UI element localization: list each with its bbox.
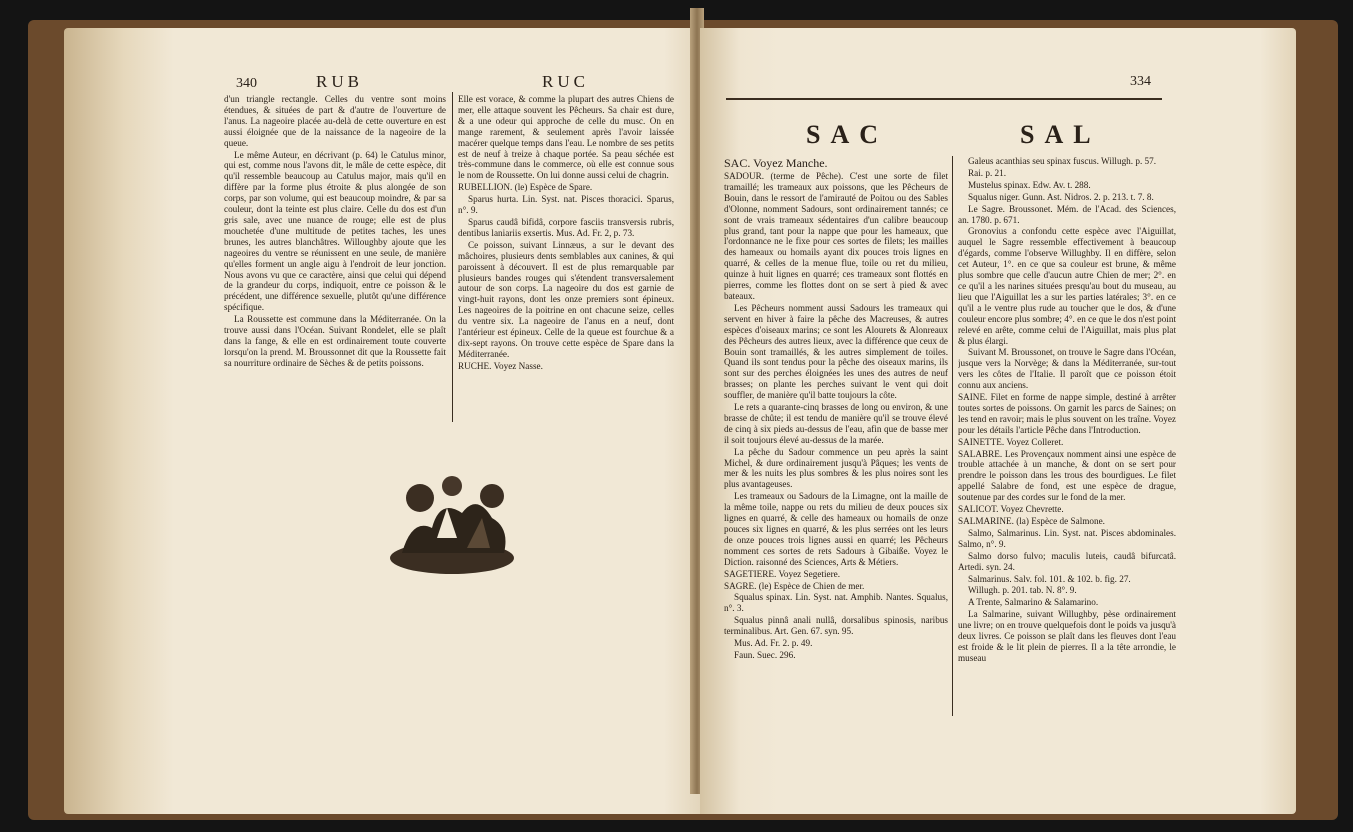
left-header-rub: RUB xyxy=(316,72,363,91)
paragraph: Mus. Ad. Fr. 2. p. 49. xyxy=(734,638,813,649)
paragraph: Les trameaux ou Sadours de la Limagne, ont la maille de la même toile, nappe ou rets du milieu de deux pouces six lignes en quarré, & celle des hameaux ou homails de onze pouces six lignes en quarré, & les plus serrées ont les leurs de onze pouces trois lignes aussi en quarré; les Pêcheurs nomment ces sortes de rets Sadours à Gibaiße. Voyez le Diction. raisonné des Sciences, Arts & Métiers. xyxy=(724,491,948,567)
paragraph: Suivant M. Broussonet, on trouve le Sagre dans l'Océan, jusque vers la Norvège; & dans la Méditerranée, sur-tout vers les côtes de l'Italie. Il paroît que ce poisson étoit connu aux anciens. xyxy=(958,347,1176,391)
paragraph: SADOUR. (terme de Pêche). C'est une sorte de filet tramaillé; les trameaux aux poissons, que les Pêcheurs de Bouin, dans le ressort de l'amirauté de Poitou ou des Sables d'Olonne, nomment Sadours, sont ordinairement tannés; ce sont de vrais trameaux sédentaires d'un calibre beaucoup plus grand, tant pour la nappe que pour les hameaux, que l'ordonnance ne le fixe pour ces sortes de filets; les mailles des hameaux ou homails ayant dix pouces trois lignes en quarré, & celles de la menue flue, toile ou ret du milieu, quinze à huit lignes en quarré; ces trameaux sont flottés en pierres, comme les flottes dont on se sert à pied & avec bateaux. xyxy=(724,171,948,301)
paragraph: La Roussette est commune dans la Méditerranée. On la trouve aussi dans l'Océan. Suivant Rondelet, elle se plaît dans la fange, & elle en est ordinairement toute couverte lorsqu'on la prend. M. Broussonnet dit que la Roussette fait sa nourriture ordinaire de Sèches & de petits poissons. xyxy=(224,314,446,368)
left-column-2 xyxy=(458,94,674,424)
decorative-vignette xyxy=(382,458,522,578)
right-column-1 xyxy=(724,156,948,736)
column-divider xyxy=(952,156,953,716)
paragraph: Ce poisson, suivant Linnæus, a sur le devant des mâchoires, plusieurs dents semblables aux canines, & qui paroissent à découvert. Il est de plus remarquable par plusieurs bandes rouges qui s'étendent transversalement autour de son corps. La nageoire du dos est garnie de vingt-huit rayons, dont les onze premiers sont épineux. Les nageoires de la poitrine en ont chacune seize, celles du ventre six. La nageoire de l'anus en a neuf, dont l'antérieur est épineux. Celle de la queue est fourchue & a dix-sept rayons. On trouve cette espèce de Spare dans la Méditerranée. xyxy=(458,239,674,359)
top-rule xyxy=(726,98,1162,100)
right-page xyxy=(700,28,1296,814)
entry-heading: SAINETTE. Voyez Colleret. xyxy=(958,436,1064,447)
entry-heading: SAGETIERE. Voyez Segetiere. xyxy=(724,568,841,579)
entry-heading: SALMARINE. (la) Espèce de Salmone. xyxy=(958,516,1105,526)
paragraph: Squalus pinnâ anali nullâ, dorsalibus spinosis, naribus terminalibus. Art. Gen. 67. syn. 95. xyxy=(724,615,948,637)
paragraph: Galeus acanthias seu spinax fuscus. Willugh. p. 57. xyxy=(968,156,1157,166)
paragraph: Le même Auteur, en décrivant (p. 64) le Catulus minor, qui est, comme nous l'avons dit, le mâle de cette espèce, dit qu'il ressemble beaucoup au Catulus major, mais qu'il en diffère par la forme plus étroite & plus alongée de son corps, par son volume, qui est beaucoup moindre, & par sa couleur, dont la teinte est plus claire. Celle du dos est d'un gris sale, avec une nuance de rouge; elle est de plus mouchetée d'une multitude de petites taches, les unes brunes, les autres blanchâtres. Willoughby ajoute que les nageoires du ventre se réunissent en une seule, de manière qu'elles forment un angle aigu à l'endroit de leur jonction. Nous avons vu que ce caractère, ainsi que celui qui dépend de la grandeur du corps, indiquoit, entre ce poisson & le précédent, une différence sexuelle, plutôt qu'une différence spécifique. xyxy=(224,149,446,313)
entry-heading: RUBELLION. (le) Espèce de Spare. xyxy=(458,182,593,193)
paragraph: Salmarinus. Salv. fol. 101. & 102. b. fig. 27. xyxy=(968,573,1131,584)
entry-heading: SALICOT. Voyez Chevrette. xyxy=(958,504,1064,515)
entry-heading: SAINE. Filet en forme de nappe simple, destiné à arrêter toutes sortes de poissons. On garnit les parcs de Saines; on les tend en ravoir; mais le plus souvent on les traîne. Voyez pour les détails l'article Pêche dans l'Introduction. xyxy=(958,392,1176,435)
entry-heading: SAC. Voyez Manche. xyxy=(724,156,828,170)
paragraph: La Salmarine, suivant Willughby, pèse ordinairement une livre; on en trouve quelquefois dont le poids va jusqu'à deux livres. Ce poisson se plaît dans les fleuves dont l'eau est froide & le lit plein de pierres. Il a la tête arrondie, le museau xyxy=(958,609,1176,663)
paragraph: d'un triangle rectangle. Celles du ventre sont moins étendues, & situées de part & d'autre de l'ouverture de l'anus. La nageoire placée au-delà de cette ouverture en est aussi éloignée que de la naissance de la nageoire de la queue. xyxy=(224,94,446,148)
paragraph: Les Pêcheurs nomment aussi Sadours les trameaux qui servent en hiver à faire la pêche des Macreuses, & autres espèces d'oiseaux marins; ce sont les Alourets & Alonreaux des Pêcheurs des autres lieux, avec la différence que ceux de Bouin sont tramaillés, & les autres simplement de toiles. Quand ils sont tendus pour la pêche des oiseaux marins, ils sont sur des perches éloignées les unes des autres de neuf brasses; on plante les perches suivant le vent qui doit souffler, de manière qu'il batte toujours la côte. xyxy=(724,302,948,401)
paragraph: A Trente, Salmarino & Salamarino. xyxy=(968,597,1099,608)
paragraph: Elle est vorace, & comme la plupart des autres Chiens de mer, elle attaque souvent les Pêcheurs. Sa chair est dure, & a une odeur qui approche de celle du musc. On en mange rarement, & seulement après l'avoir laissée macérer quelque temps dans l'eau. Le nombre de ses petits est de neuf à treize à chaque portée. Sa peau séchée est très-commune dans le commerce, où elle est connue sous le nom de Roussette. On lui donne aussi celui de chagrin. xyxy=(458,94,674,181)
paragraph: Gronovius a confondu cette espèce avec l'Aiguillat, auquel le Sagre ressemble effectivement à beaucoup d'égards, comme l'observe Willughby. Il en diffère, selon cet Auteur, 1°. en ce que sa couleur est brune, & même plus sombre que celle d'aucun autre Chien de mer; 2°. en ce qu'il a les narines situées presqu'au bout du museau, au lieu que l'Aiguillat les a sur les parties latérales; 3°. en ce qu'il a le ventre plus rude au toucher que le dos, & d'une couleur encore plus sombre; 4°. en ce que le dos n'est point relevé en arête, comme celui de l'Aiguillat, mais plus plat & plus élargi. xyxy=(958,226,1176,346)
entry-heading: SAGRE. (le) Espèce de Chien de mer. xyxy=(724,580,865,591)
entry-heading: SALABRE. Les Provençaux nomment ainsi une espèce de trouble attachée à un manche, & dont on se sert pour prendre le poisson dans les trous des bourdigues. Le filet appellé Salabre de fond, est une espèce de drague, soutenue par des cordes sur le fond de la mer. xyxy=(958,448,1176,503)
left-header-ruc: RUC xyxy=(542,72,589,91)
paragraph: Le rets a quarante-cinq brasses de long ou environ, & une brasse de chûte; il est tendu de manière qu'il se trouve élevé de cinq à six pieds au-dessus de l'eau, afin que de basse mer il soit toujours élevé au-dessus de la marée. xyxy=(724,402,948,445)
right-header-sal: SAL xyxy=(1020,120,1101,149)
left-page xyxy=(64,28,724,814)
left-column-1 xyxy=(224,94,446,514)
right-page-number: 334 xyxy=(1130,74,1151,89)
paragraph: Mustelus spinax. Edw. Av. t. 288. xyxy=(968,179,1091,190)
paragraph: Salmo, Salmarinus. Lin. Syst. nat. Pisces abdominales. Salmo, n°. 9. xyxy=(958,527,1176,549)
paragraph: La pêche du Sadour commence un peu après la saint Michel, & dure ordinairement jusqu'à Pâques; les vents de mer & les nuits les plus sombres & les plus noires sont les plus avantageuses. xyxy=(724,446,948,490)
paragraph: Sparus hurta. Lin. Syst. nat. Pisces thoracici. Sparus, n°. 9. xyxy=(458,194,674,216)
paragraph: Le Sagre. Broussonet. Mém. de l'Acad. des Sciences, an. 1780. p. 671. xyxy=(958,203,1176,225)
entry-heading: RUCHE. Voyez Nasse. xyxy=(458,360,543,371)
paragraph: Willugh. p. 201. tab. N. 8°. 9. xyxy=(968,585,1077,596)
paragraph: Rai. p. 21. xyxy=(968,167,1007,178)
column-divider xyxy=(452,92,453,422)
right-header-sac: SAC xyxy=(806,120,889,149)
paragraph: Salmo dorso fulvo; maculis luteis, caudâ bifurcatâ. Artedi. syn. 24. xyxy=(958,550,1176,572)
paragraph: Sparus caudâ bifidâ, corpore fasciis transversis rubris, dentibus laniariis exsertis. Mus. Ad. Fr. 2, p. 73. xyxy=(458,216,674,238)
right-column-2 xyxy=(958,156,1176,746)
paragraph: Squalus spinax. Lin. Syst. nat. Amphib. Nantes. Squalus, n°. 3. xyxy=(724,592,948,614)
left-page-number: 340 xyxy=(236,76,257,91)
paragraph: Squalus niger. Gunn. Ast. Nidros. 2. p. 213. t. 7. 8. xyxy=(968,191,1154,202)
paragraph: Faun. Suec. 296. xyxy=(734,649,796,660)
